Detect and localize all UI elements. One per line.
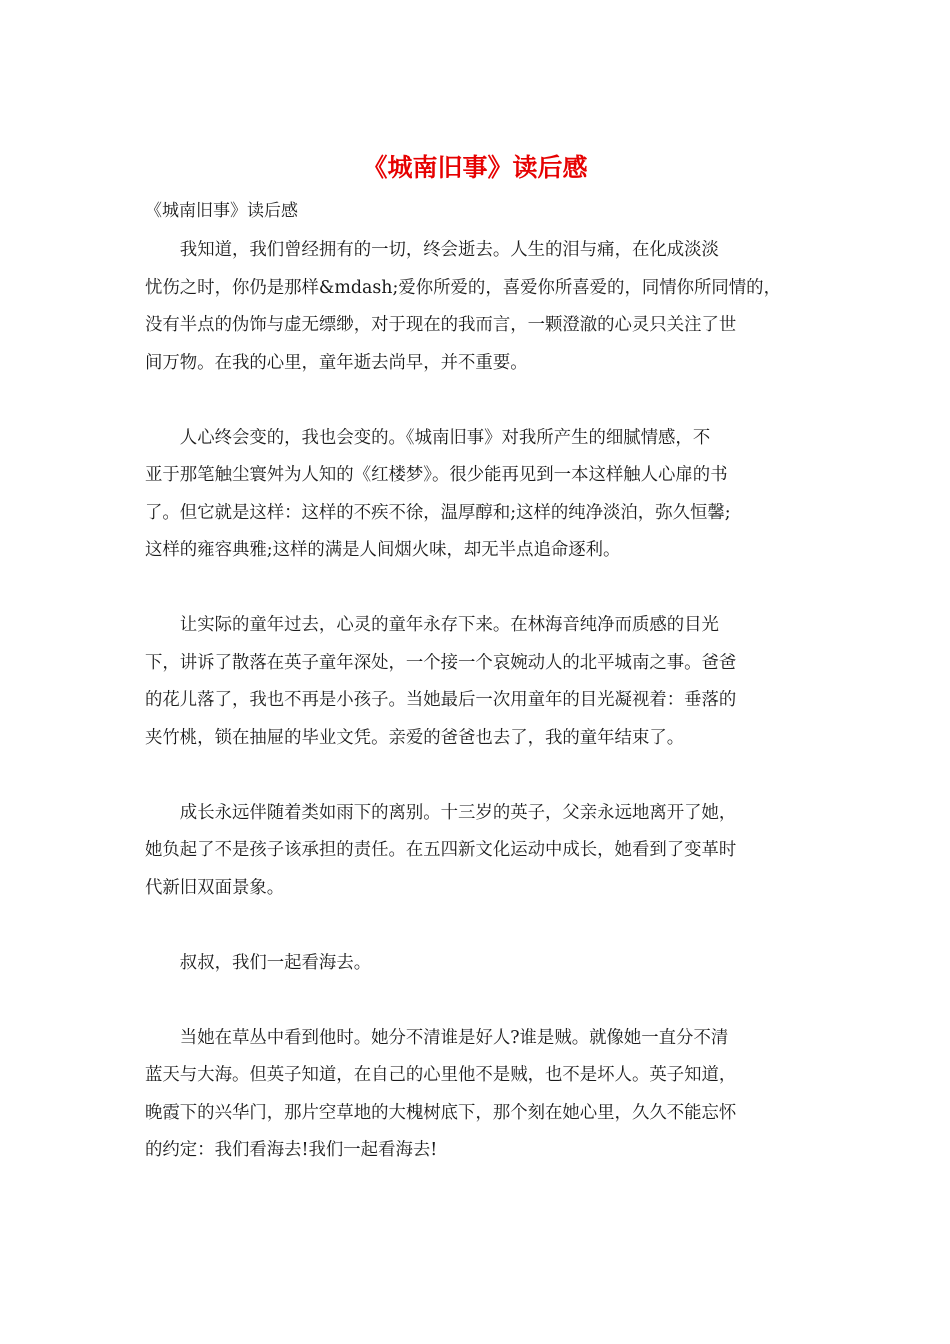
paragraph-6	[145, 1020, 817, 1170]
paragraph-5	[145, 945, 817, 983]
paragraph-line: 的约定：我们看海去!我们一起看海去!	[145, 1140, 438, 1160]
paragraph-2	[145, 420, 817, 570]
paragraph-line: 的花儿落了，我也不再是小孩子。当她最后一次用童年的目光凝视着：垂落的	[145, 690, 737, 710]
paragraph-4	[145, 795, 817, 908]
paragraph-line: 代新旧双面景象。	[145, 877, 285, 898]
paragraph-line: 了。但它就是这样：这样的不疾不徐，温厚醇和;这样的纯净淡泊，弥久恒馨;	[145, 502, 731, 523]
paragraph-gap	[145, 382, 817, 420]
paragraph-line: 间万物。在我的心里，童年逝去尚早，并不重要。	[145, 352, 528, 373]
document-title: 《城南旧事》读后感	[362, 153, 588, 182]
paragraph-line: 这样的雍容典雅;这样的满是人间烟火味，却无半点追命逐利。	[145, 540, 621, 560]
paragraph-line: 当她在草丛中看到他时。她分不清谁是好人?谁是贼。就像她一直分不清	[179, 1027, 729, 1048]
paragraph-1	[145, 232, 817, 382]
paragraph-line: 人心终会变的，我也会变的。《城南旧事》对我所产生的细腻情感，不	[179, 427, 711, 448]
paragraph-line: 蓝天与大海。但英子知道，在自己的心里他不是贼，也不是坏人。英子知道，	[145, 1065, 737, 1085]
paragraph-3	[145, 607, 817, 757]
paragraph-line: 她负起了不是孩子该承担的责任。在五四新文化运动中成长，她看到了变革时	[145, 840, 737, 860]
paragraph-gap	[145, 982, 817, 1020]
paragraph-gap	[145, 757, 817, 795]
paragraph-line: 夹竹桃，锁在抽屉的毕业文凭。亲爱的爸爸也去了，我的童年结束了。	[145, 727, 685, 748]
paragraph-gap	[145, 907, 817, 945]
document-subtitle: 《城南旧事》读后感	[145, 201, 298, 221]
paragraph-line: 我知道，我们曾经拥有的一切，终会逝去。人生的泪与痛，在化成淡淡	[179, 240, 719, 260]
paragraph-line: 忧伤之时，你仍是那样&mdash;爱你所爱的，喜爱你所喜爱的，同情你所同情的，	[145, 277, 781, 298]
paragraph-line: 下，讲诉了散落在英子童年深处，一个接一个哀婉动人的北平城南之事。爸爸	[145, 652, 737, 673]
paragraph-line: 让实际的童年过去，心灵的童年永存下来。在林海音纯净而质感的目光	[179, 615, 719, 635]
paragraph-line: 成长永远伴随着类如雨下的离别。十三岁的英子，父亲永远地离开了她，	[179, 802, 737, 823]
paragraph-line: 没有半点的伪饰与虚无缥缈，对于现在的我而言，一颗澄澈的心灵只关注了世	[145, 315, 737, 335]
paragraph-line: 晚霞下的兴华门，那片空草地的大槐树底下，那个刻在她心里，久久不能忘怀	[145, 1102, 737, 1123]
document-body	[145, 232, 817, 1170]
paragraph-line: 叔叔，我们一起看海去。	[179, 952, 372, 973]
paragraph-gap	[145, 570, 817, 608]
paragraph-line: 亚于那笔触尘寰舛为人知的《红楼梦》。很少能再见到一本这样触人心扉的书	[145, 465, 728, 485]
